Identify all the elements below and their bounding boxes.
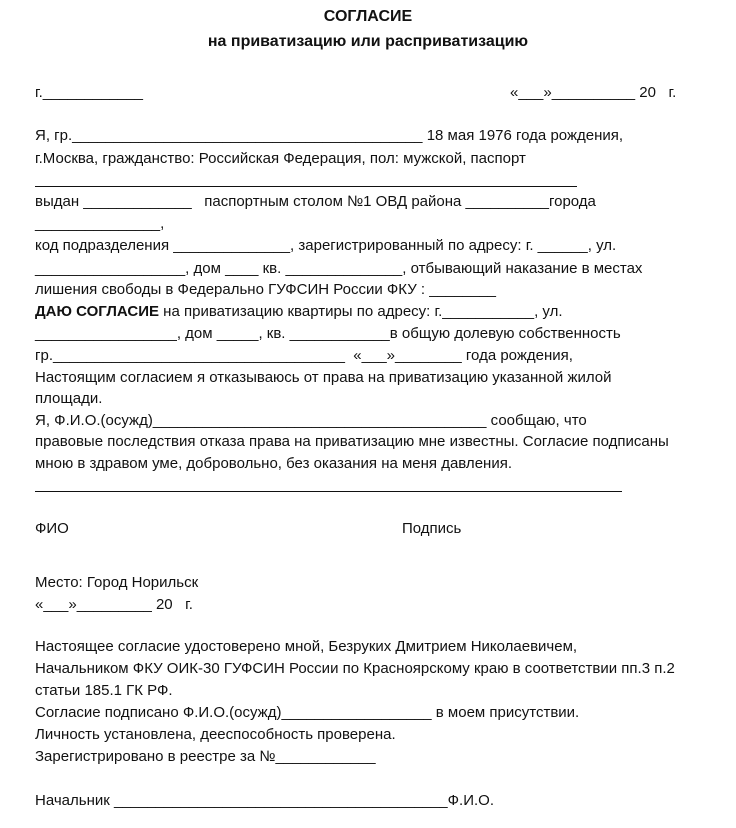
blank-line	[35, 186, 577, 187]
chief-signature-line: Начальник ________________________________________Ф.И.О.	[35, 792, 495, 809]
text-line-11: гр.___________________________________ «___»________ года рождения,	[35, 347, 573, 364]
text-line-8: лишения свободы в Федерально ГУФСИН России ФКУ : ________	[35, 281, 496, 298]
document-title: СОГЛАСИЕ	[323, 8, 413, 25]
blank-line	[35, 491, 622, 492]
text-line-14: Я, Ф.И.О.(осужд)________________________________________ сообщаю, что	[35, 412, 587, 429]
cert-line-1: Настоящее согласие удостоверено мной, Безруких Дмитрием Николаевичем,	[35, 638, 578, 655]
text-line-9	[35, 303, 563, 321]
text-line-1: Я, гр.__________________________________________ 18 мая 1976 года рождения,	[35, 127, 624, 144]
city-field: г.____________	[35, 84, 143, 101]
text-line-10: _________________, дом _____, кв. ____________в общую долевую собственность	[35, 325, 621, 342]
text-line-2: г.Москва, гражданство: Российская Федерация, пол: мужской, паспорт	[35, 150, 526, 167]
text-line-6: код подразделения ______________, зарегистрированный по адресу: г. ______, ул.	[35, 237, 617, 254]
text-line-16: мною в здравом уме, добровольно, без оказания на меня давления.	[35, 455, 512, 472]
consent-heading: ДАЮ СОГЛАСИЕ	[35, 303, 160, 320]
date-field: «___»__________ 20 г.	[510, 84, 677, 101]
text-line-5: _______________,	[35, 215, 165, 232]
text-line-15: правовые последствия отказа права на приватизацию мне известны. Согласие подписаны	[35, 433, 669, 450]
text-line-4: выдан _____________ паспортным столом №1 ОВД района __________города	[35, 193, 596, 210]
consent-text: на приватизацию квартиры по адресу: г.___________, ул.	[159, 303, 563, 320]
fio-label: ФИО	[35, 520, 69, 537]
cert-line-5: Личность установлена, дееспособность проверена.	[35, 726, 396, 743]
cert-line-2: Начальником ФКУ ОИК-30 ГУФСИН России по Красноярскому краю в соответствии пп.3 п.2	[35, 660, 675, 677]
cert-line-3: статьи 185.1 ГК РФ.	[35, 682, 173, 699]
signature-label: Подпись	[402, 520, 462, 537]
place-line: Место: Город Норильск	[35, 574, 199, 591]
date-line-2: «___»_________ 20 г.	[35, 596, 193, 613]
text-line-7: __________________, дом ____ кв. ______________, отбывающий наказание в местах	[35, 260, 643, 277]
document-subtitle: на приватизацию или расприватизацию	[207, 33, 529, 50]
text-line-12: Настоящим согласием я отказываюсь от права на приватизацию указанной жилой	[35, 369, 612, 386]
cert-line-4: Согласие подписано Ф.И.О.(осужд)__________________ в моем присутствии.	[35, 704, 580, 721]
cert-line-6: Зарегистрировано в реестре за №____________	[35, 748, 376, 765]
text-line-13: площади.	[35, 390, 103, 407]
